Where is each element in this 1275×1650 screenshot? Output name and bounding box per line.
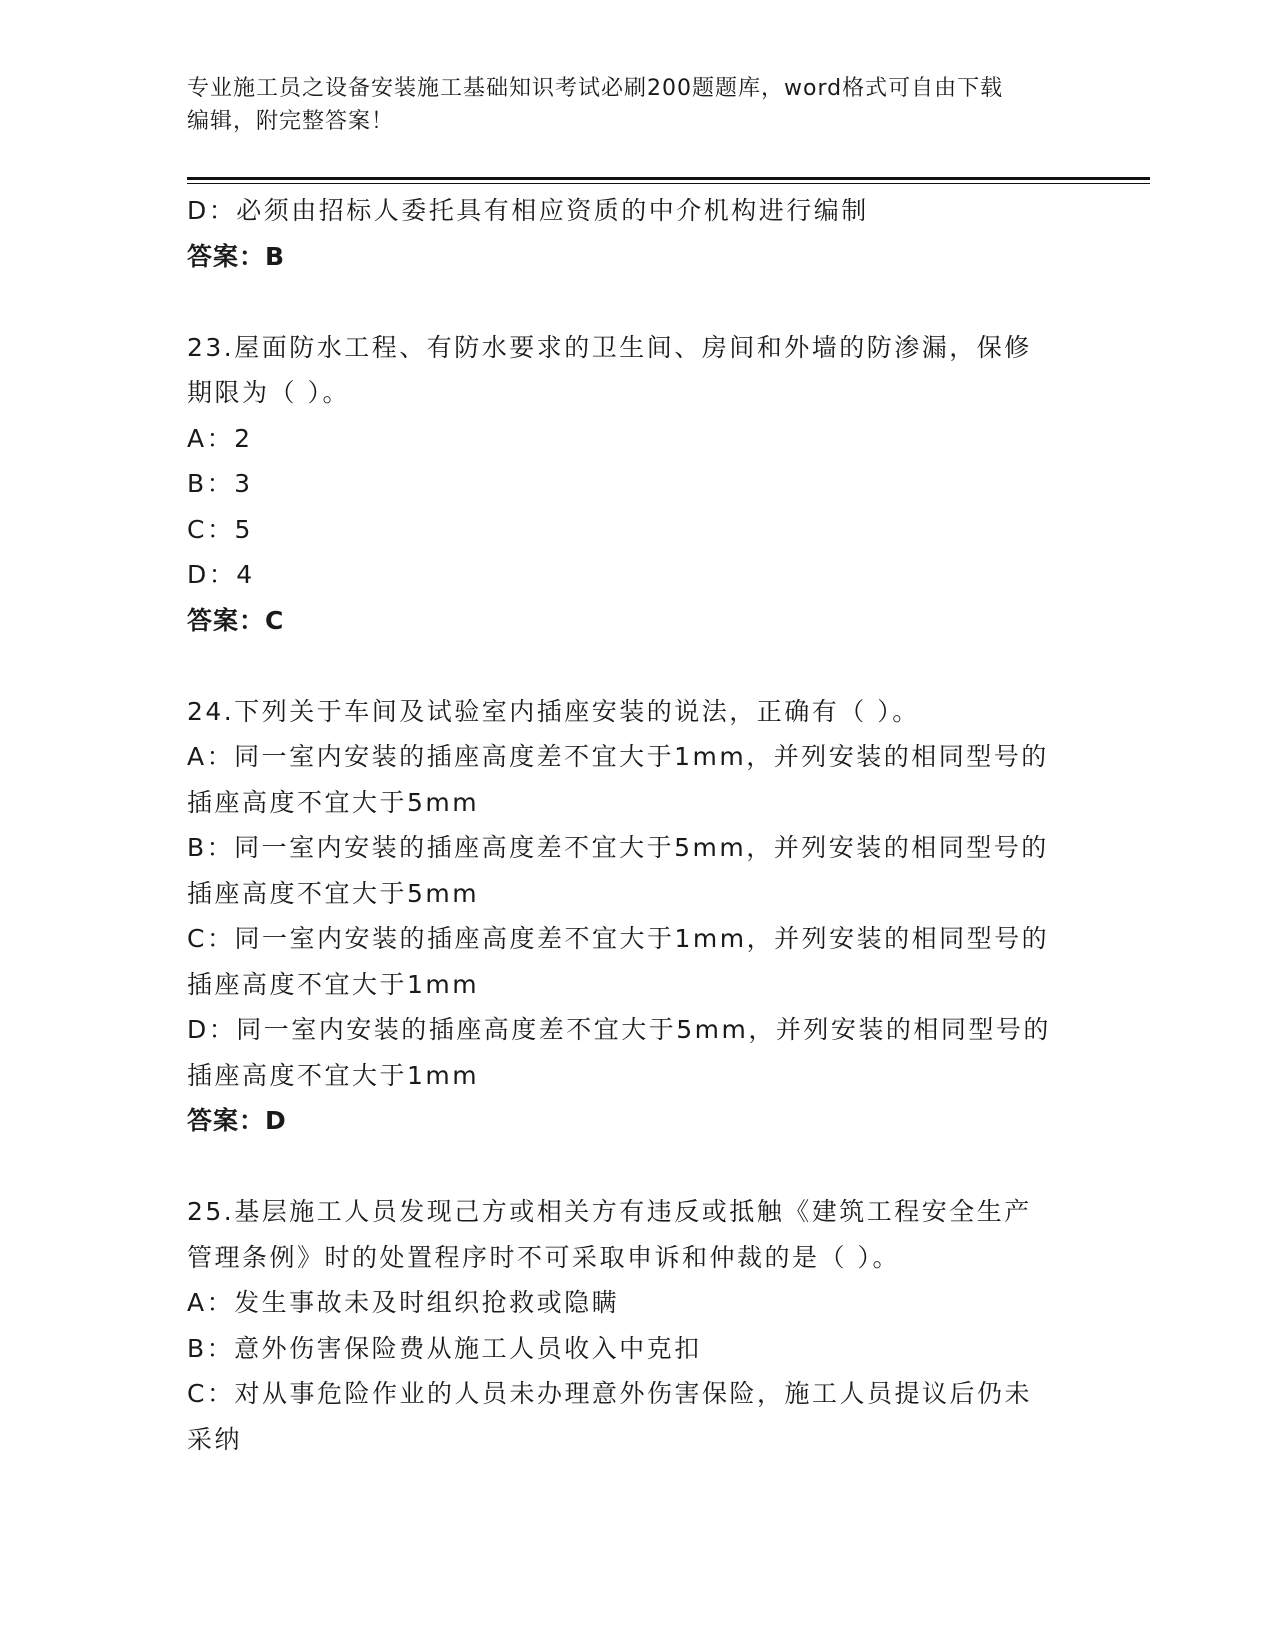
- q25-option-c-line-2: 采纳: [187, 1424, 243, 1454]
- q24-stem-line-1: 24.下列关于车间及试验室内插座安装的说法，正确有（ ）。: [187, 696, 920, 726]
- q24-option-c-line-2: 插座高度不宜大于1mm: [187, 969, 480, 999]
- header-line-1: 专业施工员之设备安装施工基础知识考试必刷200题题库，word格式可自由下载: [187, 76, 1004, 101]
- q25-stem-line-2: 管理条例》时的处置程序时不可采取申诉和仲裁的是（ ）。: [187, 1242, 900, 1272]
- q25-option-c-line-1: C：对从事危险作业的人员未办理意外伤害保险，施工人员提议后仍未: [187, 1379, 1032, 1408]
- question-content: [187, 188, 1087, 1462]
- q24-option-d-line-1: D：同一室内安装的插座高度差不宜大于5mm，并列安装的相同型号的: [187, 1015, 1051, 1044]
- q24-option-d-line-2: 插座高度不宜大于1mm: [187, 1060, 480, 1090]
- question-25: [187, 1189, 1087, 1462]
- q23-option-b: B：3: [187, 469, 253, 498]
- q24-option-b-line-1: B：同一室内安装的插座高度差不宜大于5mm，并列安装的相同型号的: [187, 833, 1049, 862]
- q23-stem-line-1: 23.屋面防水工程、有防水要求的卫生间、房间和外墙的防渗漏，保修: [187, 332, 1032, 362]
- q23-stem-line-2: 期限为（ ）。: [187, 378, 350, 407]
- q25-stem-line-1: 25.基层施工人员发现己方或相关方有违反或抵触《建筑工程安全生产: [187, 1197, 1032, 1226]
- q22-answer: 答案：B: [187, 241, 286, 271]
- header-divider-thin: [187, 183, 1150, 184]
- spacer: [187, 643, 1087, 689]
- page-header: [187, 72, 1087, 138]
- q25-option-a: A：发生事故未及时组织抢救或隐瞒: [187, 1288, 620, 1317]
- q23-option-d: D：4: [187, 560, 255, 589]
- q24-option-b-line-2: 插座高度不宜大于5mm: [187, 878, 480, 908]
- header-line-2: 编辑，附完整答案！: [187, 109, 395, 134]
- q24-option-a-line-1: A：同一室内安装的插座高度差不宜大于1mm，并列安装的相同型号的: [187, 742, 1049, 771]
- q25-option-b: B：意外伤害保险费从施工人员收入中克扣: [187, 1333, 702, 1363]
- q24-answer: 答案：D: [187, 1106, 287, 1135]
- q24-option-a-line-2: 插座高度不宜大于5mm: [187, 787, 480, 817]
- question-22: [187, 188, 1087, 279]
- header-divider-thick: [187, 177, 1150, 180]
- q24-option-c-line-1: C：同一室内安装的插座高度差不宜大于1mm，并列安装的相同型号的: [187, 924, 1050, 953]
- spacer: [187, 1144, 1087, 1190]
- question-23: [187, 325, 1087, 644]
- spacer: [187, 279, 1087, 325]
- question-24: [187, 689, 1087, 1144]
- q22-option-d: D：必须由招标人委托具有相应资质的中介机构进行编制: [187, 196, 869, 225]
- q23-answer: 答案：C: [187, 605, 285, 635]
- q23-option-c: C：5: [187, 514, 253, 544]
- q23-option-a: A：2: [187, 423, 253, 453]
